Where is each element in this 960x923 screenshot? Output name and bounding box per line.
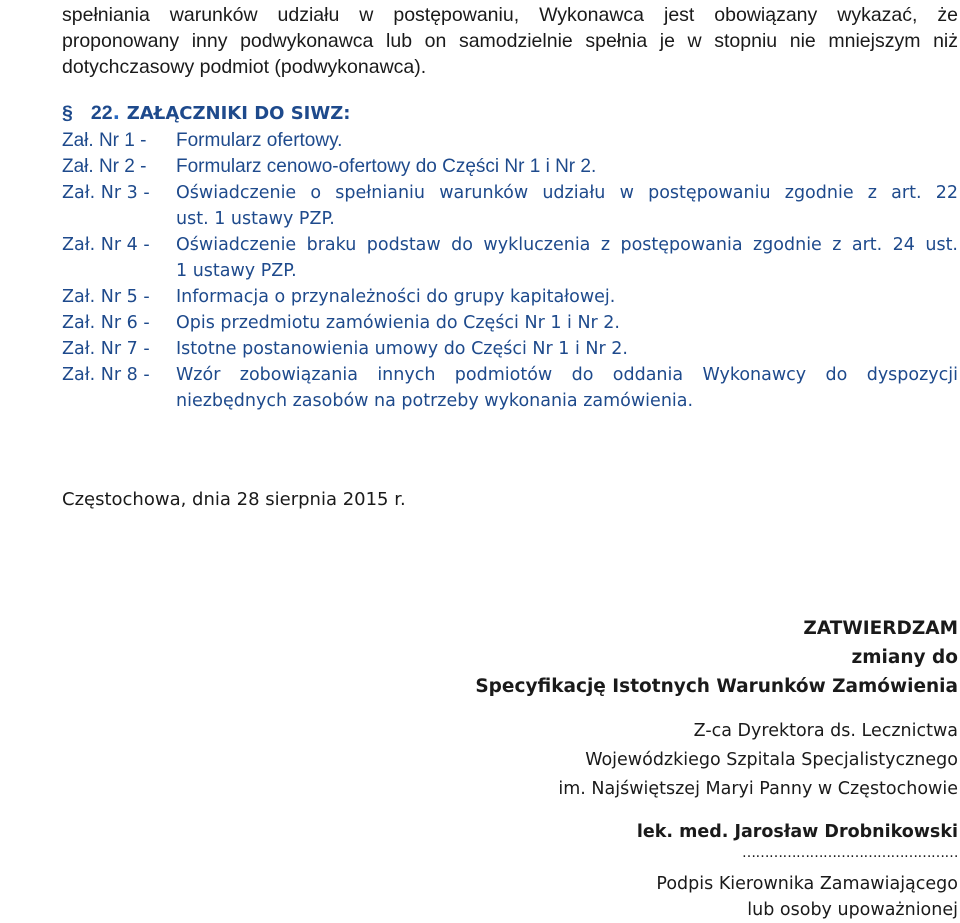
signature-caption-line: lub osoby upoważnionej <box>747 900 958 920</box>
intro-line: proponowany inny podwykonawca lub on samodzielnie spełnia je w stopniu nie mniejszym niż <box>62 30 958 52</box>
approval-block <box>475 614 958 701</box>
signature-caption-line: Podpis Kierownika Zamawiającego <box>656 874 958 894</box>
attachment-label: Zał. Nr 6 - <box>62 313 150 333</box>
intro-line: dotychczasowy podmiot (podwykonawca). <box>62 56 427 78</box>
approval-subheading: zmiany do <box>851 647 958 668</box>
attachment-text: Wzór zobowiązania innych podmiotów do oddania Wykonawcy do dyspozycji <box>176 365 958 385</box>
section-dot: . <box>112 101 120 124</box>
signer-position <box>558 717 958 804</box>
section-symbol: § <box>62 102 73 124</box>
place-and-date: Częstochowa, dnia 28 sierpnia 2015 r. <box>62 489 406 510</box>
signer-name: lek. med. Jarosław Drobnikowski <box>636 822 958 842</box>
attachment-text: Formularz ofertowy. <box>176 130 343 151</box>
section-title: ZAŁĄCZNIKI DO SIWZ: <box>126 103 351 124</box>
signature-line: ………………………………………… <box>742 845 958 861</box>
signer-role: Z-ca Dyrektora ds. Lecznictwa <box>693 721 958 741</box>
attachment-label: Zał. Nr 5 - <box>62 287 150 307</box>
document-page <box>62 0 958 923</box>
section-number: 22 <box>90 102 113 124</box>
attachment-text: Formularz cenowo-ofertowy do Części Nr 1 i Nr 2. <box>176 156 597 177</box>
signer-institution-name: im. Najświętszej Maryi Panny w Częstochowie <box>558 779 958 799</box>
attachment-text: Opis przedmiotu zamówienia do Części Nr 1 i Nr 2. <box>176 313 620 333</box>
signature-caption <box>656 871 958 923</box>
intro-paragraph <box>62 2 958 80</box>
approval-heading: ZATWIERDZAM <box>803 618 958 639</box>
attachment-label: Zał. Nr 4 - <box>62 235 150 255</box>
attachment-label: Zał. Nr 7 - <box>62 339 150 359</box>
attachment-label: Zał. Nr 2 - <box>62 156 147 177</box>
attachment-text: ust. 1 ustawy PZP. <box>176 209 335 229</box>
intro-line: spełniania warunków udziału w postępowaniu, Wykonawca jest obowiązany wykazać, że <box>62 4 958 26</box>
attachment-text: Oświadczenie braku podstaw do wykluczenia z postępowania zgodnie z art. 24 ust. <box>176 235 958 255</box>
signer-institution: Wojewódzkiego Szpitala Specjalistycznego <box>585 750 958 770</box>
section-heading <box>62 100 350 127</box>
attachment-text: Informacja o przynależności do grupy kapitałowej. <box>176 287 616 307</box>
approval-document: Specyfikację Istotnych Warunków Zamówienia <box>475 676 958 697</box>
attachment-label: Zał. Nr 3 - <box>62 183 150 203</box>
attachment-text: Istotne postanowienia umowy do Części Nr 1 i Nr 2. <box>176 339 628 359</box>
attachment-text: 1 ustawy PZP. <box>176 261 297 281</box>
attachment-label: Zał. Nr 1 - <box>62 130 147 151</box>
attachment-label: Zał. Nr 8 - <box>62 365 150 385</box>
attachment-text: niezbędnych zasobów na potrzeby wykonania zamówienia. <box>176 391 694 411</box>
attachment-text: Oświadczenie o spełnianiu warunków udziału w postępowaniu zgodnie z art. 22 <box>176 183 958 203</box>
